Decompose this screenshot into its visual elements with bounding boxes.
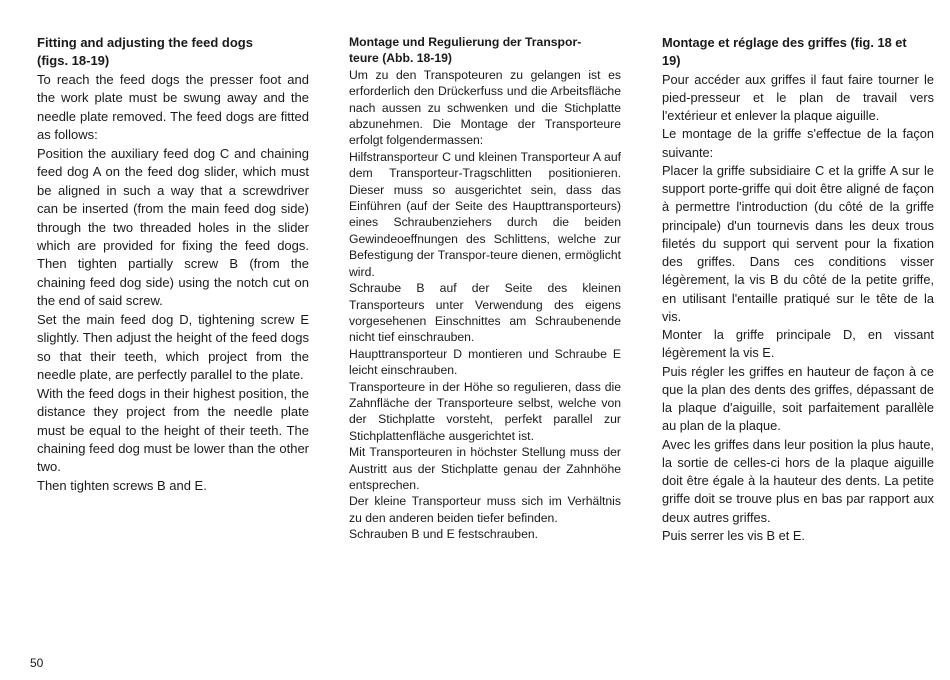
paragraph: To reach the feed dogs the presser foot and the work plate must be swung away and the needle plate removed. The feed dogs are fitted as follows: bbox=[37, 71, 309, 143]
section-heading-french: Montage et réglage des griffes (fig. 18 et 19) bbox=[662, 35, 907, 69]
paragraph: Um zu den Transpoteuren zu gelangen ist es erforderlich den Drückerfuss und die Arbeitsfläche nach aussen zu schwenken und die Stichplatte abzunehmen. Die Montage der Transporteure erfolgt folgendermassen: bbox=[349, 67, 621, 148]
paragraph: Der kleine Transporteur muss sich im Verhältnis zu den anderen beiden tiefer befinden. bbox=[349, 494, 621, 525]
paragraph: Pour accéder aux griffes il faut faire tourner le pied-presseur et le plan de travail vers l'extérieur et enlever la plaque aiguille. bbox=[662, 71, 934, 123]
paragraph: Set the main feed dog D, tightening screw E slightly. Then adjust the height of the feed dogs so that their teeth, which project from the needle plate, are perfectly parallel to the plate. bbox=[37, 311, 309, 383]
paragraph: Haupttransporteur D montieren und Schraube E leicht einschrauben. bbox=[349, 346, 621, 378]
paragraph: Transporteure in der Höhe so regulieren, dass die Zahnfläche der Transporteure selbst, welche von der Stichplatte vorsteht, perfekt parallel zur Stichplattenfläche ausgerichtet ist. bbox=[349, 379, 621, 443]
english-column bbox=[37, 34, 309, 495]
paragraph: Avec les griffes dans leur position la plus haute, la sortie de celles-ci hors de la plaque aiguille doit être égale à la hauteur des dents. La petite griffe doit se trouve plus en bas par rapport aux deux autres griffes. bbox=[662, 436, 934, 525]
paragraph: With the feed dogs in their highest position, the distance they project from the needle plate must be equal to the height of their teeth. The chaining feed dog must be lower than the other two. bbox=[37, 385, 309, 475]
paragraph: Le montage de la griffe s'effectue de la façon suivante: bbox=[662, 126, 934, 160]
paragraph: Placer la griffe subsidiaire C et la griffe A sur le support porte-griffe qui doit être aligné de façon à permettre l'introduction (du côté de la griffe principale) d'un tournevis dans les deux trous filetés du support qui servent pour la fixation des griffes. Dans ces conditions visser légèrement, la vis B du côté de la petite griffe, en utilisant l'entaille pratiqué sur le tête de la vis. bbox=[662, 162, 934, 324]
german-column bbox=[349, 34, 621, 543]
paragraph: Position the auxiliary feed dog C and chaining feed dog A on the feed dog slider, which must be aligned in such a way that a screwdriver can be inserted (from the main feed dog side) through the two threaded holes in the slider which are provided for fixing the feed dogs. Then tighten partially screw B (from the chaining feed dog side) using the notch cut on the end of said screw. bbox=[37, 145, 309, 309]
section-heading-english: Fitting and adjusting the feed dogs (figs. 18-19) bbox=[37, 35, 253, 69]
paragraph: Hilfstransporteur C und kleinen Transporteur A auf dem Transporteur-Tragschlitten positionieren. Dieser muss so ausgerichtet sein, dass das Einführen (auf der Seite des Haupttransporteurs) eines Schraubenziehers durch die beiden Gewindeoeffnungen des Schlittens, welche zur Befestigung der Transpor-teure dienen, ermöglicht wird. bbox=[349, 149, 621, 279]
paragraph: Schraube B auf der Seite des kleinen Transporteurs unter Verwendung des eigens vorgesehenen Einschnittes am Schraubenende nicht tief einschrauben. bbox=[349, 281, 621, 345]
french-column bbox=[662, 34, 934, 545]
paragraph: Monter la griffe principale D, en vissant légèrement la vis E. bbox=[662, 327, 934, 361]
section-heading-german: Montage und Regulierung der Transpor- teure (Abb. 18-19) bbox=[349, 35, 582, 66]
paragraph: Mit Transporteuren in höchster Stellung muss der Austritt aus der Stichplatte genau der Zahnhöhe entsprechen. bbox=[349, 445, 621, 492]
paragraph: Puis serrer les vis B et E. bbox=[662, 527, 805, 543]
paragraph: Schrauben B und E festschrauben. bbox=[349, 527, 539, 542]
paragraph: Puis régler les griffes en hauteur de façon à ce que la plan des dents des griffes, dépassant de la plaque d'aiguille, soit parfaitement parallèle au plan de la plaque. bbox=[662, 363, 934, 434]
paragraph: Then tighten screws B and E. bbox=[37, 477, 207, 493]
page-number: 50 bbox=[30, 656, 44, 670]
